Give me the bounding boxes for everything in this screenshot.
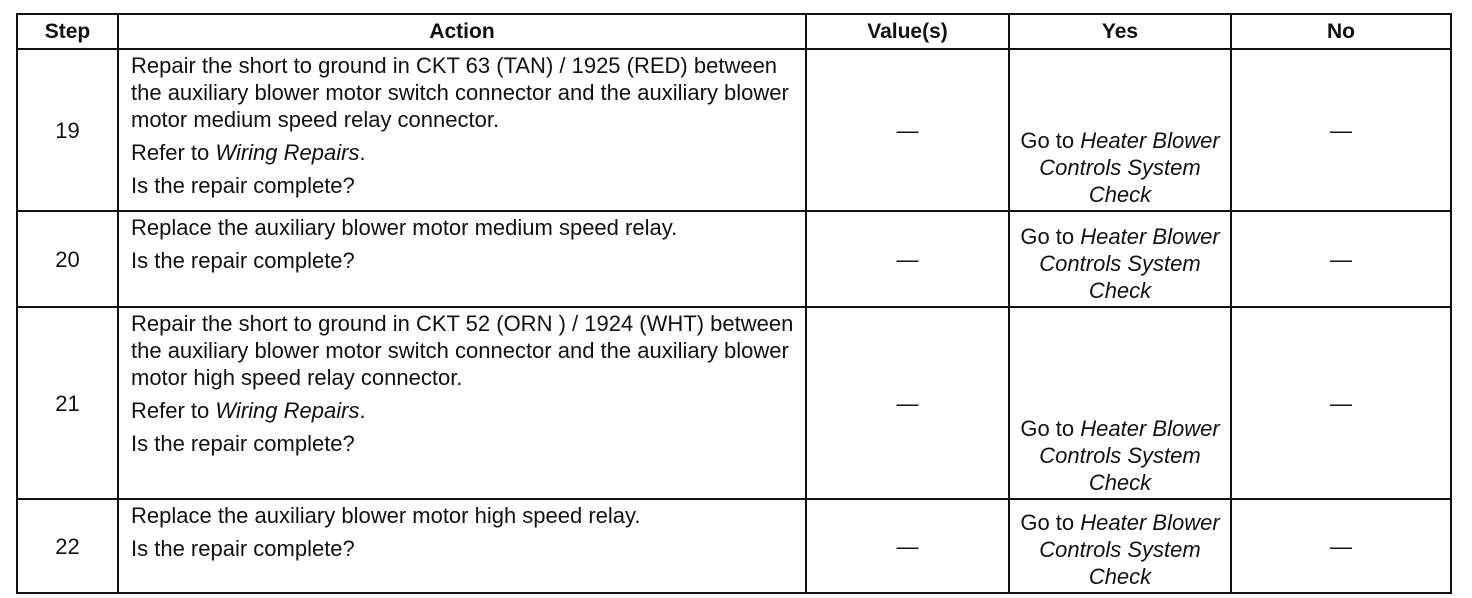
refer-suffix: . xyxy=(359,398,366,423)
no-dash: — xyxy=(1330,246,1352,272)
table-row xyxy=(17,49,1451,211)
action-text: Repair the short to ground in CKT 52 (ORN ) / 1924 (WHT) between the auxiliary blower motor switch connector and the auxiliary blower motor high speed relay connector. xyxy=(131,311,794,390)
heater-blower-check-link[interactable]: Heater Blower Controls System Check xyxy=(1039,510,1220,589)
yes-cell xyxy=(1009,499,1231,593)
action-cell xyxy=(118,499,806,593)
action-cell xyxy=(118,49,806,211)
table-row xyxy=(17,211,1451,307)
value-dash: — xyxy=(896,533,919,559)
yes-prefix: Go to xyxy=(1020,416,1081,441)
value-cell xyxy=(806,307,1009,499)
wiring-repairs-link[interactable]: Wiring Repairs xyxy=(215,140,360,165)
refer-line xyxy=(131,397,795,424)
no-cell xyxy=(1231,49,1451,211)
question-text: Is the repair complete? xyxy=(131,536,355,561)
refer-prefix: Refer to xyxy=(131,398,216,423)
value-cell xyxy=(806,49,1009,211)
header-yes: Yes xyxy=(1009,14,1231,49)
no-cell xyxy=(1231,307,1451,499)
refer-suffix: . xyxy=(359,140,366,165)
action-cell xyxy=(118,211,806,307)
diagnostic-table xyxy=(16,13,1452,594)
action-text: Replace the auxiliary blower motor high speed relay. xyxy=(131,503,641,528)
yes-cell xyxy=(1009,211,1231,307)
refer-prefix: Refer to xyxy=(131,140,216,165)
step-number: 19 xyxy=(17,49,118,211)
heater-blower-check-link[interactable]: Heater Blower Controls System Check xyxy=(1039,416,1220,495)
yes-prefix: Go to xyxy=(1020,224,1081,249)
header-action: Action xyxy=(118,14,806,49)
yes-prefix: Go to xyxy=(1020,510,1081,535)
value-dash: — xyxy=(896,246,919,272)
action-text: Repair the short to ground in CKT 63 (TAN) / 1925 (RED) between the auxiliary blower motor switch connector and the auxiliary blower motor medium speed relay connector. xyxy=(131,53,789,132)
question-text: Is the repair complete? xyxy=(131,248,355,273)
heater-blower-check-link[interactable]: Heater Blower Controls System Check xyxy=(1039,224,1220,303)
value-dash: — xyxy=(896,117,919,143)
value-cell xyxy=(806,211,1009,307)
no-cell xyxy=(1231,211,1451,307)
value-cell xyxy=(806,499,1009,593)
yes-prefix: Go to xyxy=(1020,128,1081,153)
question-text: Is the repair complete? xyxy=(131,173,355,198)
question-text: Is the repair complete? xyxy=(131,431,355,456)
table-row xyxy=(17,307,1451,499)
step-number: 22 xyxy=(17,499,118,593)
yes-cell xyxy=(1009,307,1231,499)
no-dash: — xyxy=(1330,117,1352,143)
no-dash: — xyxy=(1330,390,1352,416)
refer-line xyxy=(131,139,795,166)
step-number: 21 xyxy=(17,307,118,499)
no-cell xyxy=(1231,499,1451,593)
heater-blower-check-link[interactable]: Heater Blower Controls System Check xyxy=(1039,128,1220,207)
action-cell xyxy=(118,307,806,499)
yes-cell xyxy=(1009,49,1231,211)
step-number: 20 xyxy=(17,211,118,307)
header-no: No xyxy=(1231,14,1451,49)
action-text: Replace the auxiliary blower motor medium speed relay. xyxy=(131,215,678,240)
header-step: Step xyxy=(17,14,118,49)
table-row xyxy=(17,499,1451,593)
no-dash: — xyxy=(1330,533,1352,559)
value-dash: — xyxy=(896,390,919,416)
header-row xyxy=(17,14,1451,49)
wiring-repairs-link[interactable]: Wiring Repairs xyxy=(215,398,360,423)
header-values: Value(s) xyxy=(806,14,1009,49)
